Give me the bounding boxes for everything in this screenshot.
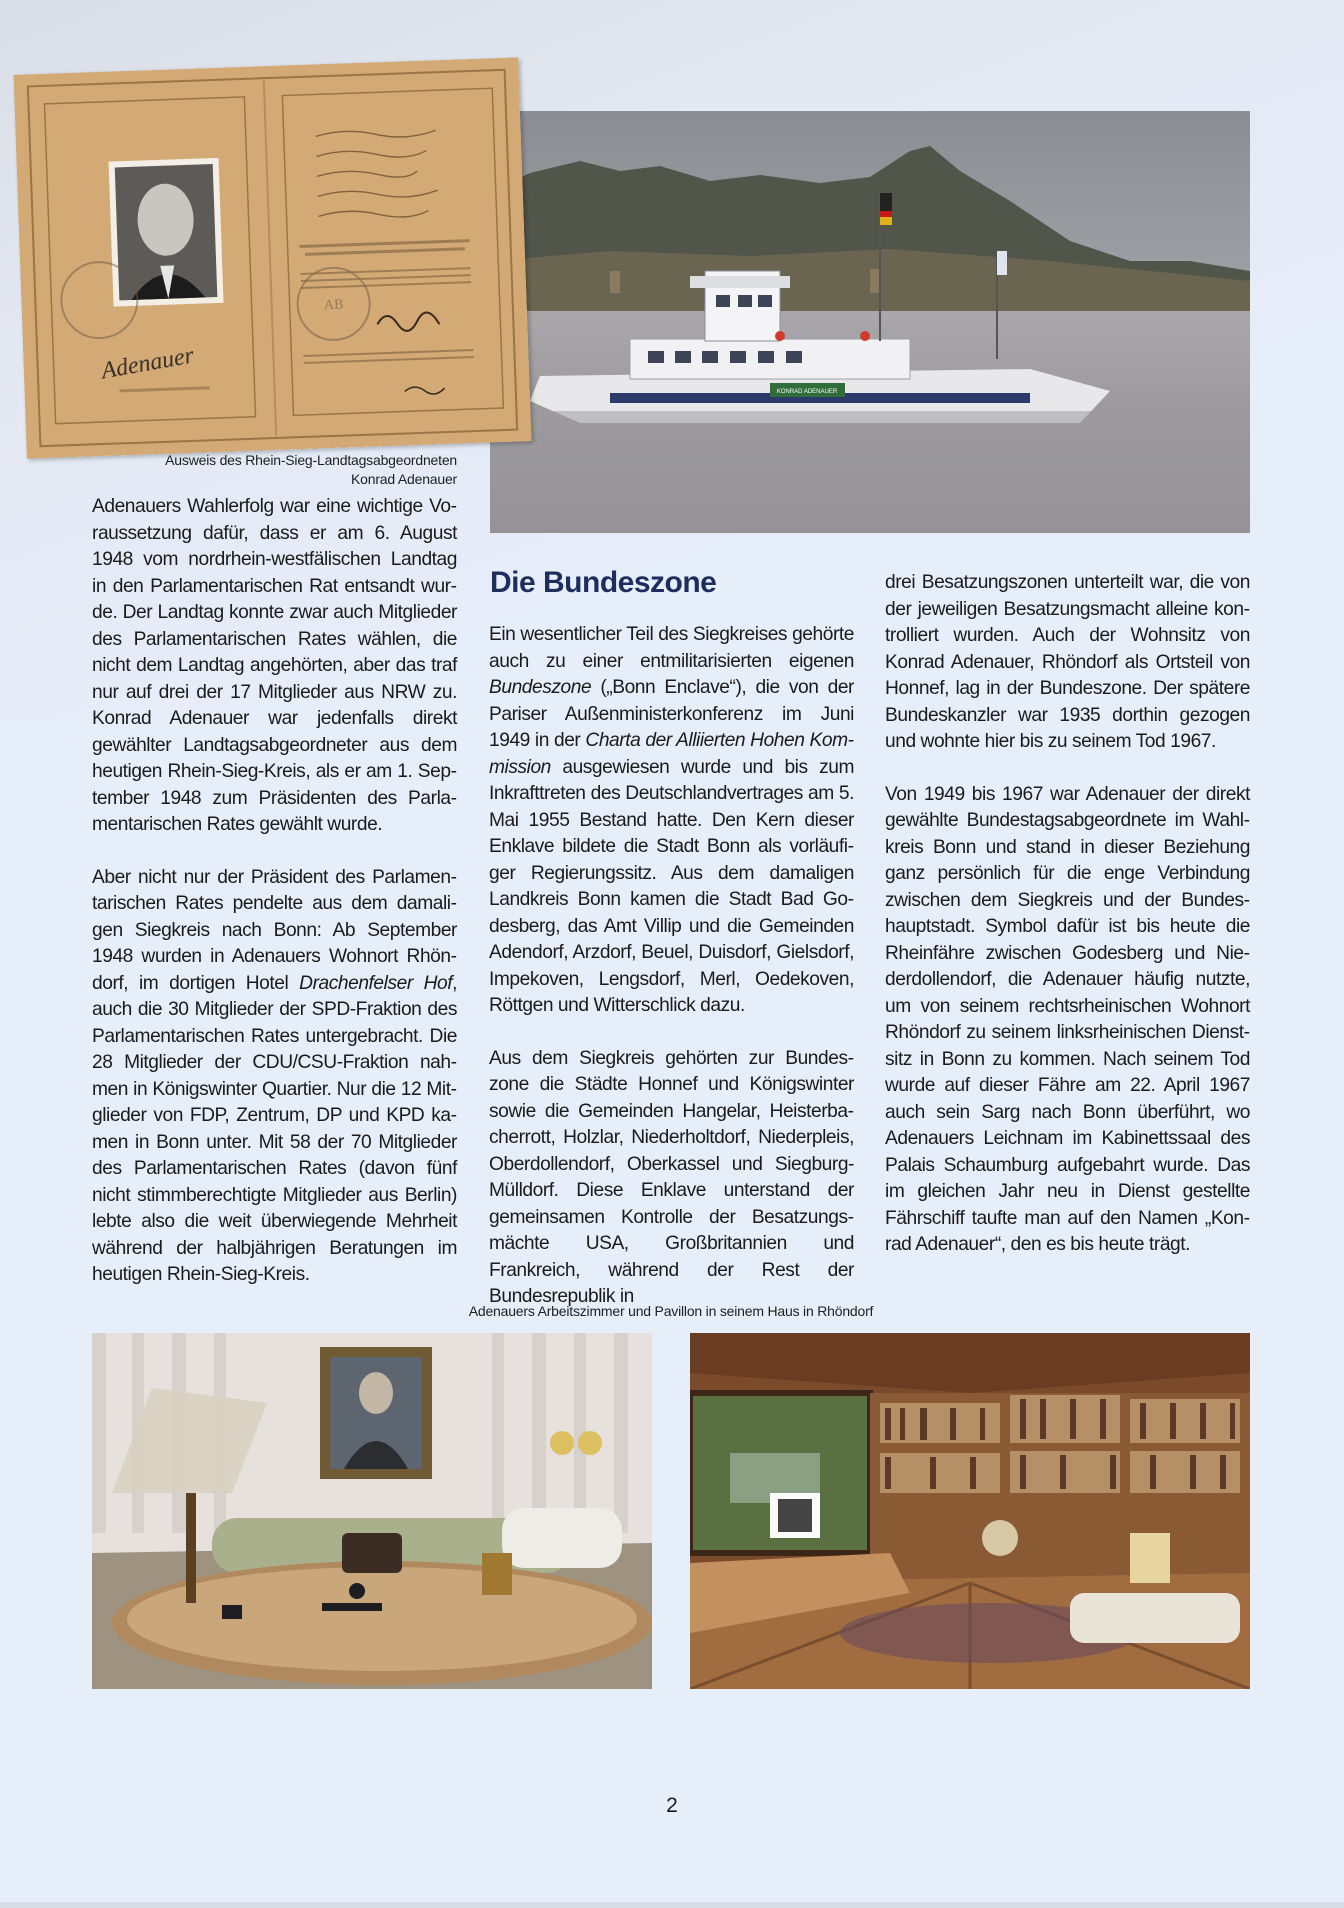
signature: Adenauer [99,342,196,385]
ferry-photo [490,111,1250,533]
bottom-photos-caption: Adenauers Arbeitszimmer und Pavillon in seinem Haus in Rhöndorf [468,1303,874,1319]
text-column-2 [489,622,854,1311]
pavilion-library-photo [690,1333,1250,1689]
id-card-caption-line-2: Konrad Adenauer [351,471,457,487]
paragraph: drei Besatzungszonen unterteilt war, die von der jeweiligen Besatzungsmacht alleine kontrolliert wurden. Auch der Wohnsitz von Konrad Adenauer, Rhöndorf als Ortsteil von Honnef, lag in der Bundeszone. Der spätere Bundeskanzler war 1935 dorthin gezogen und wohnte hier bis zu seinem Tod 1967. [885,572,1250,752]
paragraph: Ein wesentlicher Teil des Siegkreises gehörte auch zu einer entmilitarisierten eigenen Bundeszone („Bonn Enclave“), die von der Pariser Außenministerkonferenz im Juni 1949 in der Charta der Alliierten Hohen Kommission ausgewiesen wurde und bis zum Inkrafttreten des Deutschlandvertrages am 5. Mai 1955 Bestand hatte. Den Kern dieser Enklave bildete die Stadt Bonn als vorläufiger Regierungssitz. Aus dem damaligen Landkreis Bonn kamen die Stadt Bad Godesberg, das Amt Villip und die Gemeinden Adendorf, Arzdorf, Beuel, Duisdorf, Gielsdorf, Impekoven, Lengsdorf, Merl, Oedekoven, Röttgen und Witterschlick dazu. [489,624,854,1016]
section-heading: Die Bundeszone [490,566,717,599]
study-room-photo [92,1333,652,1689]
id-card-caption-line-1: Ausweis des Rhein-Sieg-Landtagsabgeordneten [165,452,457,468]
id-card-caption [100,451,457,489]
paragraph: Adenauers Wahlerfolg war eine wichtige Voraussetzung dafür, dass er am 6. August 1948 vom nordrhein-westfälischen Landtag in den Parlamentarischen Rat entsandt wurde. Der Landtag konnte zwar auch Mitglieder des Parlamentarischen Rates wählen, die nicht dem Landtag angehörten, aber das traf nur auf drei der 17 Mitglieder aus NRW zu. Konrad Adenauer war jedenfalls direkt gewählter Landtagsabgeordneter aus dem heutigen Rhein-Sieg-Kreis, als er am 1. September 1948 zum Präsidenten des Parlamentarischen Rates gewählt wurde. [92,496,457,835]
text-column-3 [885,570,1250,1259]
paragraph: Aus dem Siegkreis gehörten zur Bundeszone die Städte Honnef und Königswinter sowie die Gemeinden Hangelar, Heisterbacherrott, Holzlar, Niederholtdorf, Niederpleis, Oberdollendorf, Oberkassel und Siegburg-Mülldorf. Diese Enklave unterstand der gemeinsamen Kontrolle der Besatzungsmächte USA, Großbritannien und Frankreich, während der Rest der Bundesrepublik in [489,1047,854,1307]
stamp-text: AB [323,297,344,314]
page-number: 2 [666,1794,678,1817]
bottom-edge [0,1902,1344,1908]
paragraph: Aber nicht nur der Präsident des Parlamentarischen Rates pendelte aus dem damaligen Siegkreis nach Bonn: Ab September 1948 wurden in Adenauers Wohnort Rhöndorf, im dortigen Hotel Drachenfelser Hof, auch die 30 Mitglieder der SPD-Fraktion des Parlamentarischen Rates untergebracht. Die 28 Mitglieder der CDU/CSU-Fraktion nahmen in Königswinter Quartier. Nur die 12 Mitglieder von FDP, Zentrum, DP und KPD kamen in Bonn unter. Mit 58 der 70 Mitglieder des Parlamentarischen Rates (davon fünf nicht stimmberechtigte Mitglieder aus Berlin) lebte also die weit überwiegende Mehrheit während der halbjährigen Beratungen im heutigen Rhein-Sieg-Kreis. [92,866,458,1285]
ferry-name-sign: KONRAD ADENAUER [776,389,838,395]
paragraph: Von 1949 bis 1967 war Adenauer der direkt gewählte Bundestagsabgeordnete im Wahlkreis Bonn und stand in dieser Beziehung ganz persönlich für die enge Verbindung zwischen dem Siegkreis und der Bundeshauptstadt. Symbol dafür ist bis heute die Rheinfähre zwischen Godesberg und Niederdollendorf, die Adenauer häufig nutzte, um von seinem rechtsrheinischen Wohnort Rhöndorf zu seinem linksrheinischen Dienstsitz in Bonn zu kommen. Nach seinem Tod wurde auf dieser Fähre am 22. April 1967 auch sein Sarg nach Bonn überführt, wo Adenauers Leichnam im Kabinettssaal des Palais Schaumburg aufgebahrt wurde. Das im gleichen Jahr neu in Dienst gestellte Fährschiff taufte man auf den Namen „Konrad Adenauer“, den es bis heute trägt. [885,783,1250,1255]
id-card-photo [13,57,531,458]
text-column-1 [92,494,457,1289]
